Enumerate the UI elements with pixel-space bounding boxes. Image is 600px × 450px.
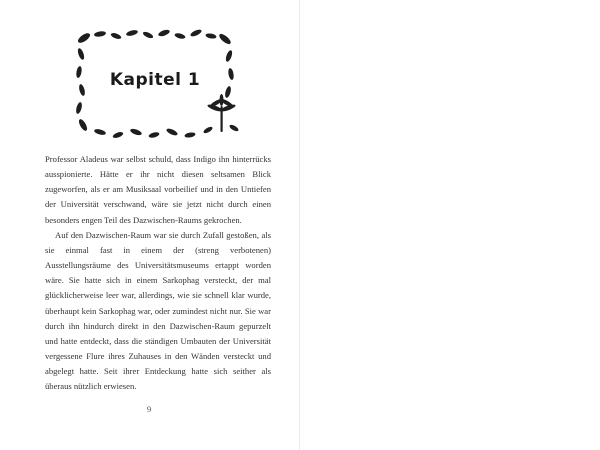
paragraph: Auf den Dazwischen-Raum war sie durch Zufall gestoßen, als sie einmal fast in einem der (streng verbotenen) Ausstellungsräume des Universitätsmuseums ertappt worden wäre. Sie hatte sich in einem Sarkophag versteckt, der mal glücklicherweise leer war, allerdings, wie sie schnell klar wurde, überhaupt kein Sarkophag war, oder zumindest nicht nur. Sie war durch ihn hindurch direkt in den Dazwischen-Raum gepurzelt und hatte entdeckt, dass die ständigen Umbauten der Universität vergessene Flure ihres Zuhauses in den Wänden versteckt und abgelegt hatte. Seit ihrer Entdeckung hatte sich seither als überaus nützlich erwiesen.: [45, 229, 271, 392]
page-number: 9: [146, 404, 152, 414]
chapter-title: Kapitel 1: [109, 70, 201, 90]
left-page-text: [45, 152, 271, 395]
right-page: [300, 0, 600, 450]
paragraph: Professor Aladeus war selbst schuld, dass Indigo ihn hinterrücks ausspionierte. Hätte er ihr nicht diesen seltsamen Blick zugeworfen, als er am Musiksaal vorbeilief und in den Untiefen der Universität verschwand, wäre sie jetzt nicht durch einen besonders engen Teil des Dazwischen-Raums gekrochen.: [45, 154, 271, 225]
